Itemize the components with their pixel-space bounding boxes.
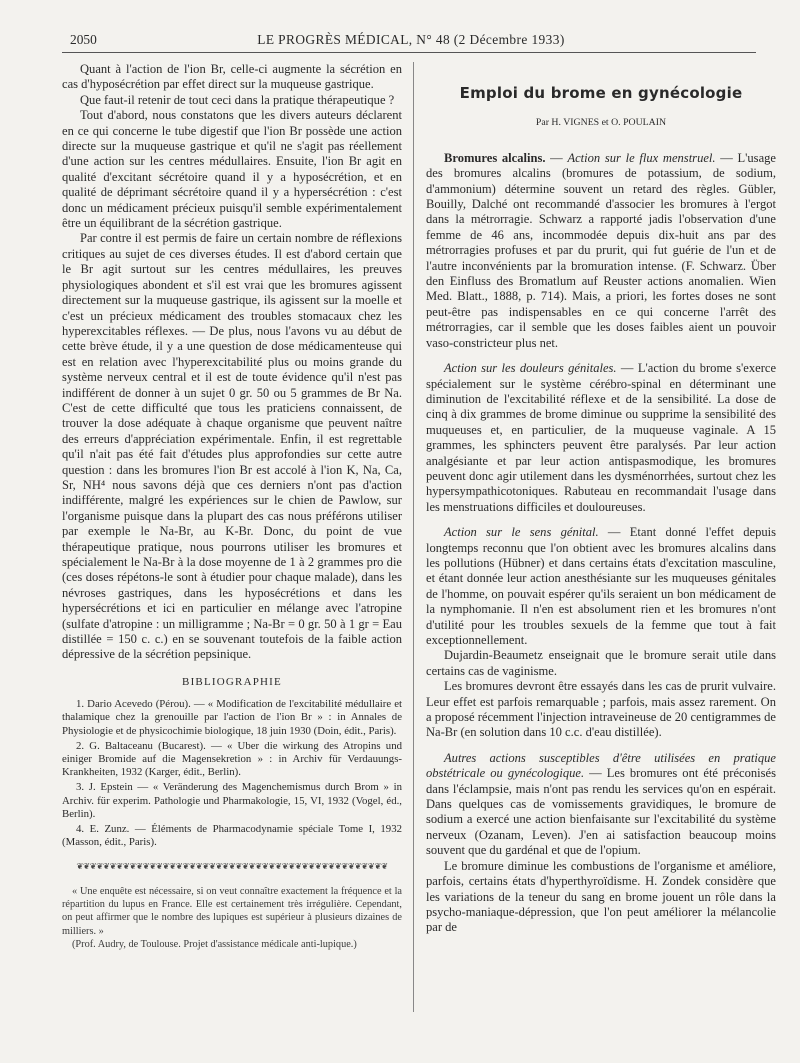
running-title: LE PROGRÈS MÉDICAL, N° 48 (2 Décembre 1933) — [257, 32, 565, 47]
bibliography-title: BIBLIOGRAPHIE — [182, 675, 282, 688]
boxed-quote — [62, 885, 402, 951]
quote-text: « Une enquête est nécessaire, si on veut connaître exactement la fréquence et la répartition du lupus en France. Elle est certainement très irrégulière. Cependant, on peut affirmer que le nombre des lupiques est supérieur à plusieurs dizaines de milliers. » — [62, 885, 402, 937]
ornamental-divider: ❦❦❦❦❦❦❦❦❦❦❦❦❦❦❦❦❦❦❦❦❦❦❦❦❦❦❦❦❦❦❦❦❦❦❦❦❦❦❦❦❦❦❦❦❦❦❦ — [76, 861, 388, 872]
section-douleurs-genitales: Action sur les douleurs génitales. — L'action du brome s'exerce spécialement sur le système cérébro-spinal en déterminant une diminution de l'excitabilité réflexe et de la sensibilité. La dose de cinq à dix grammes de brome diminue ou supprime la sensibilité des muqueuses et, en particulier, de la muqueuse vaginale. A 15 grammes, les sphincters peuvent être paralysés. Par leur action analgésiante et par leur action antispasmodique, les bromures peuvent donc agir utilement dans les dysménorrhées, surtout chez les hypersympathicotoniques. Rabuteau en recommandait l'usage dans les menstruations difficiles et douloureuses. — [426, 361, 777, 514]
left-column — [62, 62, 402, 951]
section-subtitle: Autres actions susceptibles d'être utilisées en pratique obstétricale ou gynécologique. — [426, 750, 776, 781]
page-number: 2050 — [70, 32, 97, 47]
section-text: L'action du brome s'exerce spécialement sur le système cérébro-spinal en déterminant une diminution de l'excitabilité réflexe et de la sensibilité. La dose de cinq à dix grammes de brome diminue ou supprime la sensibilité des muqueuses et, en particulier, de la muqueuse vaginale. A 15 grammes, les sphincters peuvent être paralysés. Par leur action analgésiante et par leur action antispasmodique, les bromures peuvent donc agir utilement dans les dysménorrhées, surtout chez les hypersympathicotoniques. Rabuteau en recommandait l'usage dans les menstruations difficiles et douloureuses. — [426, 361, 777, 514]
quote-source: (Prof. Audry, de Toulouse. Projet d'assistance médicale anti-lupique.) — [72, 938, 357, 950]
left-paragraph-2: Que faut-il retenir de tout ceci dans la pratique thérapeutique ? — [80, 92, 395, 107]
bibliography-entry: 4. E. Zunz. — Éléments de Pharmacodynamie spéciale Tome I, 1932 (Masson, édit., Paris). — [62, 823, 402, 849]
bibliography-entry: 3. J. Epstein — « Veränderung des Magenchemismus durch Brom » in Archiv. für experim. Pathologie und Pharmakologie, 15, VI, 1932 (Vogel, éd., Berlin). — [62, 781, 402, 820]
left-paragraph-1: Quant à l'action de l'ion Br, celle-ci augmente la sécrétion en cas d'hyposécrétion par effet direct sur la muqueuse gastrique. — [62, 62, 402, 92]
article-heading: Emploi du brome en gynécologie — [459, 84, 743, 102]
section-subtitle: Action sur les douleurs génitales. — [444, 361, 617, 376]
article-byline: Par H. VIGNES et O. POULAIN — [535, 117, 667, 129]
header-rule — [62, 52, 756, 53]
section-text: Les bromures ont été préconisés dans l'éclampsie, mais n'ont pas rendu les services qu'on en espérait. Dans quelques cas de vomissements gravidiques, le bromure de sodium a exercé une action bienfaisante sur l'excitabilité du système nerveux (Ozanam, Leven). J'en ai satisfaction beaucoup moins souvent que du gardénal et que de l'opium. — [426, 766, 776, 858]
section-autres-actions: Autres actions susceptibles d'être utilisées en pratique obstétricale ou gynécologique. — Les bromures ont été préconisés dans l'éclampsie, mais n'ont pas rendu les services qu'on en espérait. Dans quelques cas de vomissements gravidiques, le bromure de sodium a exercé une action bienfaisante sur l'excitabilité du système nerveux (Ozanam, Leven). J'en ai satisfaction beaucoup moins souvent que du gardénal et que de l'opium. — [426, 750, 776, 858]
section-subtitle: Action sur le sens génital. — [444, 525, 599, 540]
paragraph-combustions: Le bromure diminue les combustions de l'organisme et améliore, parfois, certains états d'hyperthyroïdisme. H. Zondek considère que les variations de la teneur du sang en brome jouent un rôle dans la psycho-maniaque-dépression, que l'on peut améliorer la mélancolie par de — [426, 858, 776, 935]
page-header — [70, 30, 752, 50]
right-column — [426, 62, 776, 936]
section-bromures-alcalins: Bromures alcalins. — Action sur le flux menstruel. — L'usage des bromures alcalins (bromures de potassium, de sodium, d'ammonium) détermine souvent un retard des règles. Gübler, Bouilly, Dalché ont recommandé d'associer les bromures à l'ergot dans la métrorragie. Schwarz a rapporté jadis l'observation d'une femme de 46 ans, incommodée depuis dix-huit ans par des métrorragies profuses et par du prurit, qui fut guérie de l'un et de l'autre inconvénients par la bromuration intense. (F. Schwarz. Über den Einfluss des Bromatlum auf Reuster actions anomalien. Wien Med. Blatt., 1888, p. 714). Mais, a priori, les fortes doses ne sont peut-être pas indispensables en ce qui concerne l'arrêt des métrorragies, car il semble que les doses faibles aient un pouvoir vaso-constricteur plus net. — [426, 150, 776, 350]
bibliography-entry: 1. Dario Acevedo (Pérou). — « Modification de l'excitabilité médullaire et thalamique chez la grenouille par l'action de l'ion Br » : in Annales de Physiologie et de physicochimie biologique, 18 juin 1930 (Doin, édit., Paris). — [62, 698, 402, 737]
section-sens-genital: Action sur le sens génital. — Etant donné l'effet depuis longtemps reconnu que l'on obtient avec les bromures alcalins dans les pollutions (Hübner) et dans certains états d'excitation masculine, et étant donnée leur action anesthésiante sur les muqueuses génitales de l'homme, on pouvait espérer qu'ils seraient un bon médicament de la nymphomanie. Il n'en est absolument rien et les bromures n'ont d'utilité pour les troubles sexuels de la femme que tout à fait exceptionnellement. — [426, 525, 777, 647]
section-subtitle: Action sur le flux menstruel. — [567, 150, 716, 165]
column-divider — [413, 62, 414, 1012]
section-text: Etant donné l'effet depuis longtemps reconnu que l'on obtient avec les bromures alcalins dans les pollutions (Hübner) et dans certains états d'excitation masculine, et étant donnée leur action anesthésiante sur les muqueuses génitales de l'homme, on pouvait espérer qu'ils seraient un bon médicament de la nymphomanie. Il n'en est absolument rien et les bromures n'ont d'utilité pour les troubles sexuels de la femme que tout à fait exceptionnellement. — [426, 525, 777, 647]
section-text: L'usage des bromures alcalins (bromures de potassium, de sodium, d'ammonium) détermine souvent un retard des règles. Gübler, Bouilly, Dalché ont recommandé d'associer les bromures à l'ergot dans la métrorragie. Schwarz a rapporté jadis l'observation d'une femme de 46 ans, incommodée depuis dix-huit ans par des métrorragies profuses et par du prurit, qui fut guérie de l'un et de l'autre inconvénients par la bromuration intense. (F. Schwarz. Über den Einfluss des Bromatlum auf Reuster actions anomalien. Wien Med. Blatt., 1888, p. 714). Mais, a priori, les fortes doses ne sont peut-être pas indispensables en ce qui concerne l'arrêt des métrorragies, car il semble que les doses faibles aient un pouvoir vaso-constricteur plus net. — [426, 150, 776, 350]
paragraph-vaginisme: Dujardin-Beaumetz enseignait que le bromure serait utile dans certains cas de vaginisme. — [426, 648, 776, 678]
bibliography-list — [62, 698, 402, 849]
paragraph-prurit: Les bromures devront être essayés dans les cas de prurit vulvaire. Leur effet est parfois remarquable ; parfois, mais assez rarement. On a proposé récemment l'injection intraveineuse de 20 centigrammes de Na-Br (en solution dans 10 c.c. d'eau distillée). — [426, 679, 776, 740]
left-paragraph-3: Tout d'abord, nous constatons que les divers auteurs déclarent en ce qui concerne le tube digestif que l'ion Br possède une action directe sur la muqueuse gastrique et qu'il ne s'agit pas réellement d'une action sur les centres médullaires. Ensuite, l'ion Br agit en qualité d'excitant sécrétoire quand il y a hyposécrétion, et en qualité de déprimant sécrétoire quand il y a hypersécrétion : c'est donc un médicament précieux puisqu'il semble expérimentalement être un équilibrant de la sécrétion gastrique. — [62, 108, 402, 231]
bibliography-entry: 2. G. Baltaceanu (Bucarest). — « Uber die wirkung des Atropins und einiger Bromide auf die Magensekretion » : in Archiv für Verdauungs-Krankheiten, 1932 (Karger, édit., Berlin). — [62, 739, 402, 779]
left-paragraph-4: Par contre il est permis de faire un certain nombre de réflexions critiques au sujet de ces diverses études. Il est d'abord certain que le Br agit surtout sur les centres médullaires, les preuves physiologiques abondent et s'il est vrai que les bromures agissent directement sur la muqueuse gastrique, ils agissent sur la moelle et c'est un précieux médicament des troubles stomacaux chez les hyperexcitables réflexes. — De plus, nous l'avons vu au début de cette brève étude, il y a une question de dose médicamenteuse qui est en relation avec l'hyperexcitabilité plus ou moins grande du système nerveux central et il est de toute évidence qu'il n'est pas indifférent de donner à un sujet 0 gr. 50 ou 5 grammes de Br Na. C'est de cette difficulté que tous les praticiens connaissent, de trouver la dose adéquate à chaque organisme que peuvent naître des erreurs d'appréciation expérimentale. Enfin, il est regrettable qu'il n'ait pas été fait d'études plus approfondies sur cette autre question : dans les bromures l'ion Br est accolé à l'ion K, Na, Ca, Sr, NH⁴ nous savons déjà que ces derniers n'ont pas d'action indifférente, malgré les expériences sur le chien de Pawlow, sur l'organisme puisque dans la plupart des cas nous préférons utiliser par exemple le Na-Br, au K-Br. Donc, du point de vue thérapeutique pratique, nous pourrons utiliser les bromures et spécialement le Na-Br à la dose moyenne de 1 à 2 grammes pro die (ces doses répétons-le sont à étudier pour chaque malade), dans les névroses gastriques, dans les hyposécrétions et dans les hypersécrétions et ici en particulier en mélange avec l'atropine (sulfate d'atropine : un milligramme ; Na-Br = 0 gr. 50 à 1 gr = Eau distillée = 150 c. c.) en se souvenant toutefois de la faible action dépressive de la sécrétion pepsinique. — [62, 231, 402, 662]
section-title: Bromures alcalins. — [444, 150, 546, 165]
